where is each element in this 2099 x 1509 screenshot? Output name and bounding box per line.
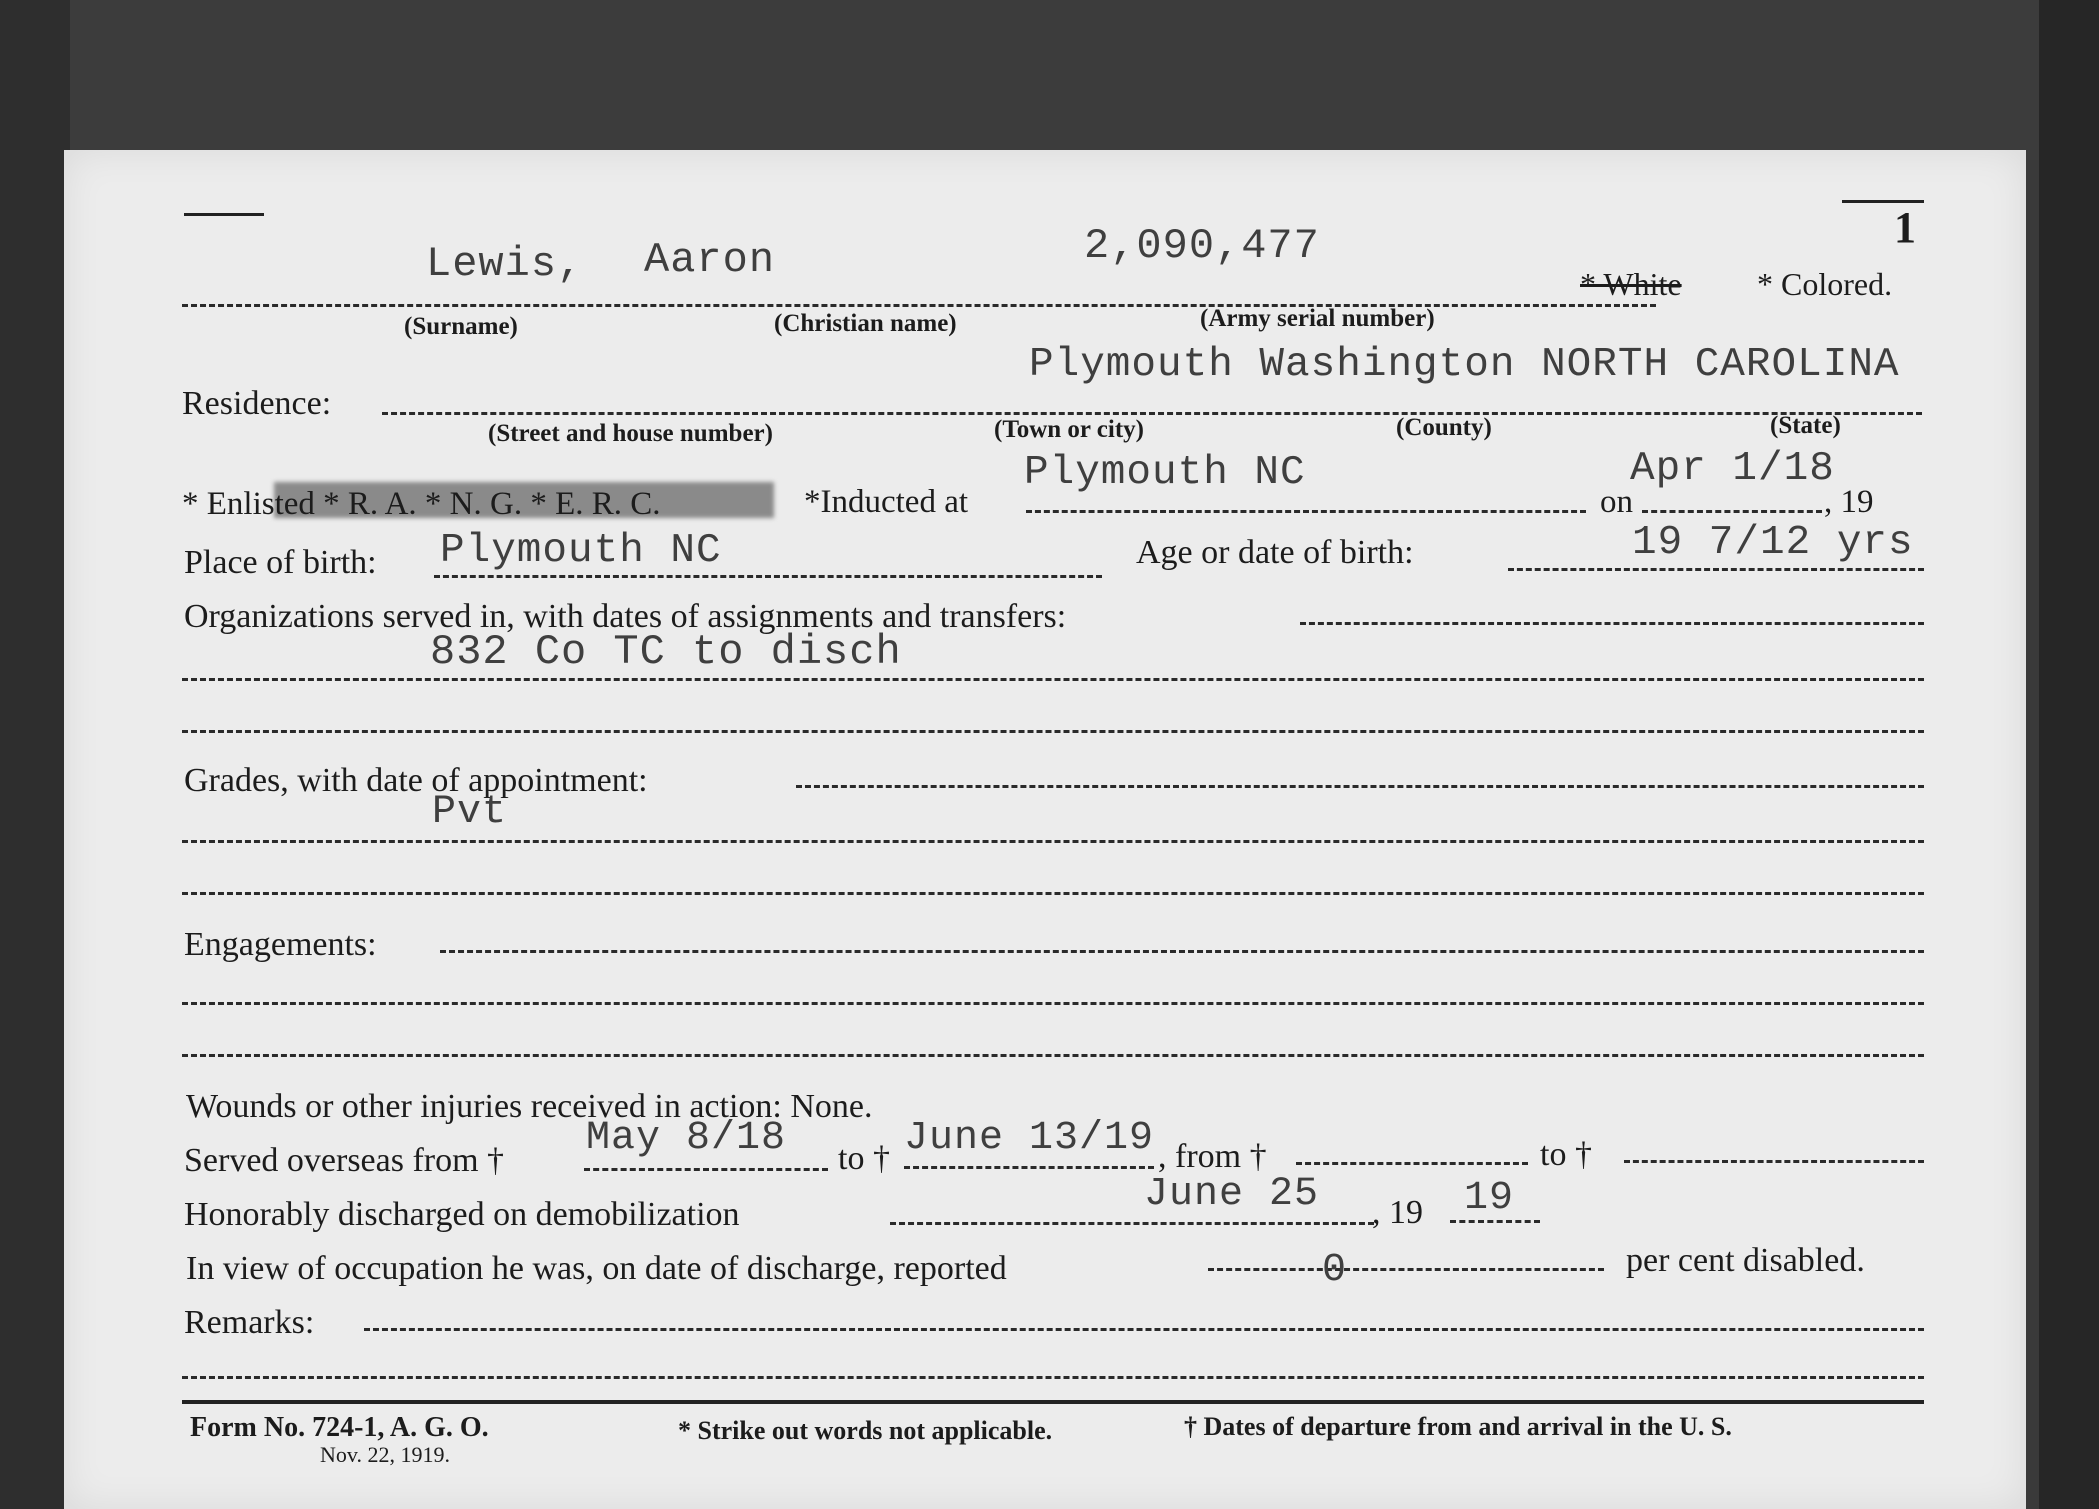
surname-label: (Surname): [404, 313, 518, 340]
town-label: (Town or city): [994, 416, 1144, 443]
engagements-line-2: [182, 1002, 1924, 1005]
form-number: Form No. 724-1, A. G. O.: [190, 1412, 489, 1443]
inducted-year-label: , 19: [1824, 484, 1874, 520]
inducted-date-value: Apr 1/18: [1630, 446, 1835, 492]
overseas-from2-label: , from †: [1158, 1138, 1267, 1175]
age-line: [1508, 568, 1924, 571]
scan-background-left: [0, 0, 70, 1509]
overseas-from2-line: [1296, 1162, 1528, 1165]
engagements-line-1: [440, 950, 1924, 953]
disability-label: In view of occupation he was, on date of discharge, reported: [186, 1250, 1007, 1287]
state-label: (State): [1770, 412, 1841, 439]
footer-rule: [182, 1400, 1924, 1404]
wounds-text: Wounds or other injuries received in action: None.: [186, 1088, 873, 1125]
overseas-to-label: to †: [838, 1140, 890, 1177]
service-record-card: [64, 150, 2026, 1509]
form-date: Nov. 22, 1919.: [320, 1442, 450, 1467]
organizations-value: 832 Co TC to disch: [430, 628, 902, 676]
county-label: (County): [1396, 414, 1492, 441]
overseas-from-line: [584, 1168, 828, 1171]
grades-line-1: [796, 785, 1924, 788]
overseas-to-line: [904, 1166, 1154, 1169]
organizations-line-2: [182, 678, 1924, 681]
discharge-year-value: 19: [1464, 1176, 1515, 1221]
age-value: 19 7/12 yrs: [1632, 520, 1914, 566]
inducted-label: *Inducted at: [804, 484, 969, 520]
discharge-date-value: June 25: [1144, 1172, 1320, 1217]
organizations-line-3: [182, 730, 1924, 733]
grades-line-3: [182, 892, 1924, 895]
organizations-line-1: [1300, 622, 1924, 625]
christian-name-label: (Christian name): [774, 310, 957, 337]
race-colored-label: * Colored.: [1757, 266, 1893, 302]
grades-value: Pvt: [432, 790, 508, 835]
serial-number-label: (Army serial number): [1200, 305, 1435, 332]
residence-label: Residence:: [182, 385, 332, 422]
remarks-line-2: [182, 1376, 1924, 1379]
residence-line: [382, 412, 1922, 415]
inducted-place-value: Plymouth NC: [1024, 450, 1306, 496]
residence-value: Plymouth Washington NORTH CAROLINA: [1029, 342, 1900, 388]
card-number: 1: [1894, 203, 1916, 252]
discharge-year-prefix: , 19: [1372, 1194, 1423, 1231]
overseas-to2-label: to †: [1540, 1136, 1592, 1173]
race-white-label: * White: [1580, 266, 1682, 302]
engagements-label: Engagements:: [184, 926, 377, 963]
engagements-line-3: [182, 1054, 1924, 1057]
strike-note: * Strike out words not applicable.: [678, 1416, 1053, 1445]
discharge-label: Honorably discharged on demobilization: [184, 1196, 740, 1233]
remarks-line-1: [364, 1328, 1924, 1331]
remarks-label: Remarks:: [184, 1304, 315, 1341]
inducted-date-line: [1642, 510, 1822, 513]
enlistment-options: * Enlisted * R. A. * N. G. * E. R. C.: [182, 486, 661, 522]
discharge-year-line: [1450, 1220, 1540, 1223]
inducted-place-line: [1026, 510, 1586, 513]
disability-line: [1208, 1268, 1604, 1271]
overseas-to-value: June 13/19: [904, 1116, 1155, 1161]
top-left-rule: [184, 213, 264, 216]
place-of-birth-line: [434, 575, 1102, 578]
surname-value: Lewis,: [426, 240, 584, 288]
disability-value: 0: [1322, 1248, 1348, 1293]
dates-note: † Dates of departure from and arrival in the U. S.: [1184, 1412, 1732, 1441]
christian-name-value: Aaron: [644, 236, 776, 284]
scan-background-top: [0, 0, 2099, 160]
overseas-label: Served overseas from †: [184, 1142, 505, 1179]
scan-background-right: [2039, 0, 2099, 1509]
overseas-from-value: May 8/18: [586, 1116, 787, 1161]
place-of-birth-value: Plymouth NC: [440, 528, 722, 574]
grades-line-2: [182, 840, 1924, 843]
name-line: [182, 304, 1656, 307]
overseas-to2-line: [1624, 1160, 1924, 1163]
place-of-birth-label: Place of birth:: [184, 544, 377, 581]
disability-suffix: per cent disabled.: [1626, 1242, 1865, 1279]
on-label: on: [1600, 484, 1633, 520]
discharge-date-line: [890, 1222, 1374, 1225]
street-label: (Street and house number): [488, 420, 773, 447]
grades-label: Grades, with date of appointment:: [184, 762, 648, 799]
organizations-label: Organizations served in, with dates of assignments and transfers:: [184, 598, 1067, 635]
age-label: Age or date of birth:: [1136, 534, 1414, 571]
serial-number-value: 2,090,477: [1084, 222, 1320, 270]
